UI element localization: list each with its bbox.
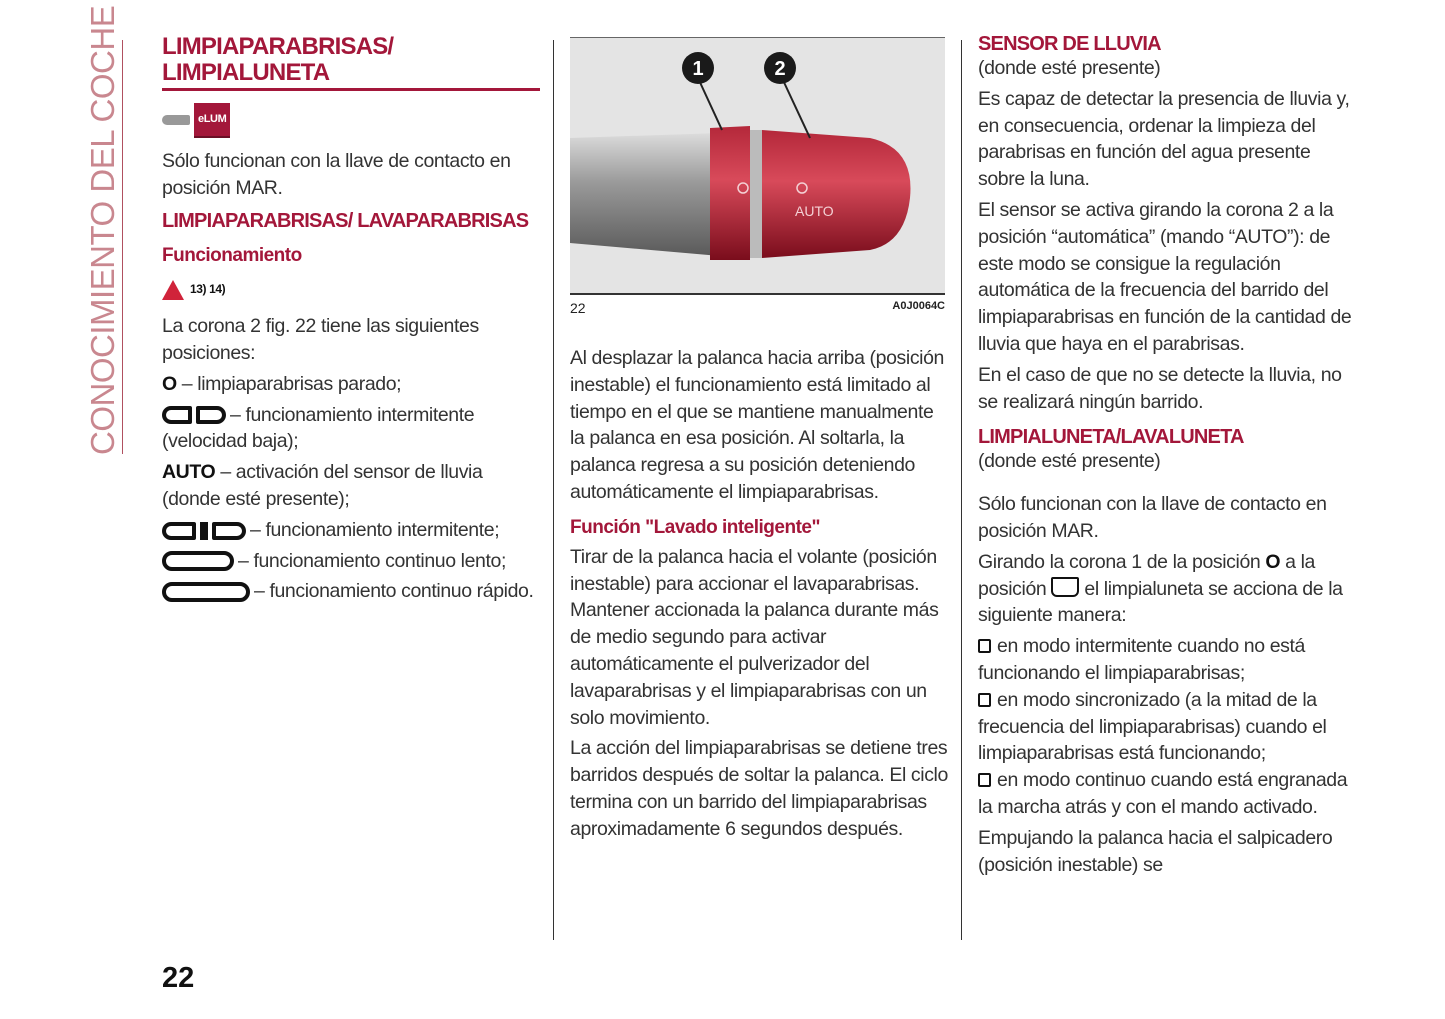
position-fast xyxy=(162,578,540,605)
warning-icon xyxy=(162,280,184,300)
position-intermittent-low xyxy=(162,402,540,456)
column-divider xyxy=(553,40,554,940)
callout-1-label: 1 xyxy=(692,58,704,80)
bullet-icon xyxy=(978,693,991,707)
list-item-text: en modo continuo cuando está engranada la marcha atrás y con el mando activado. xyxy=(978,769,1348,818)
position-key: O xyxy=(1265,550,1281,573)
paragraph: El sensor se activa girando la corona 2 a la posición “automática” (mando “AUTO”): de este modo se consigue la regulación automática de la frecuencia del barrido del limpiaparabrisas en función de la cantidad de lluvia que haya en el parabrisas. xyxy=(978,198,1352,355)
wiper-stalk-figure xyxy=(570,37,945,295)
section-title: LIMPIAPARABRISAS/ LIMPIALUNETA xyxy=(162,34,540,91)
position-desc: – funcionamiento intermitente; xyxy=(250,518,500,541)
list-item-text: en modo sincronizado (a la mitad de la frecuencia del limpiaparabrisas) cuando el limpiaparabrisas está funcionando; xyxy=(978,688,1327,765)
positions-intro: La corona 2 fig. 22 tiene las siguientes posiciones: xyxy=(162,315,479,364)
position-desc: – activación del sensor de lluvia (donde esté presente); xyxy=(162,461,483,510)
position-key: AUTO xyxy=(162,461,216,484)
position-key: O xyxy=(162,372,177,395)
smart-wash-heading: Función "Lavado inteligente" xyxy=(570,516,820,538)
paragraph: Tirar de la palanca hacia el volante (posición inestable) para accionar el lavaparabrisas. Mantener accionada la palanca durante más de medio segundo para activar automáticamente el pulverizador del lavaparabrisas y el limpiaparabrisas con un solo movimiento. xyxy=(570,545,939,729)
figure-number: 22 xyxy=(570,300,586,316)
column-divider xyxy=(961,40,962,940)
list-item xyxy=(978,687,1358,767)
rear-wiper-icon xyxy=(1051,577,1079,597)
elum-indicator xyxy=(162,103,540,138)
warning-refs: 13) 14) xyxy=(190,282,226,297)
warning-note xyxy=(162,276,540,303)
chapter-divider xyxy=(122,40,123,454)
subsection-title: LIMPIAPARABRISAS/ LAVAPARABRISAS xyxy=(162,210,529,233)
position-slow xyxy=(162,548,540,575)
wiper-stalk-illustration xyxy=(570,38,945,293)
figure-code: A0J0064C xyxy=(892,300,945,312)
rear-wiper-title: LIMPIALUNETA/LAVALUNETA xyxy=(978,426,1244,449)
chapter-title: CONOCIMIENTO DEL COCHE xyxy=(84,5,121,455)
paragraph: Es capaz de detectar la presencia de lluvia y, en consecuencia, ordenar la limpieza del parabrisas en función del agua presente sobre la luna. xyxy=(978,87,1350,191)
intro-text: Sólo funcionan con la llave de contacto en posición MAR. xyxy=(162,149,511,199)
pointing-hand-icon xyxy=(162,115,190,125)
intermittent-icon xyxy=(162,522,246,540)
text: el limpialuneta se acciona de la siguiente manera: xyxy=(978,577,1343,627)
list-item-text: en modo intermitente cuando no está funcionando el limpiaparabrisas; xyxy=(978,635,1305,684)
position-desc: – limpiaparabrisas parado; xyxy=(176,372,402,395)
column-3 xyxy=(978,34,1358,882)
bullet-icon xyxy=(978,639,991,653)
position-desc: – funcionamiento intermitente (velocidad baja); xyxy=(162,403,475,453)
list-item xyxy=(978,767,1358,821)
note: (donde esté presente) xyxy=(978,57,1161,79)
paragraph: Al desplazar la palanca hacia arriba (posición inestable) el funcionamiento está limitado al tiempo en el que se mantiene manualmente la palanca en esa posición. Al soltarla, la palanca regresa a su posición deteniendo automáticamente el limpiaparabrisas. xyxy=(570,347,944,503)
column-1 xyxy=(162,34,540,609)
position-desc: – funcionamiento continuo rápido. xyxy=(254,580,534,603)
figure-caption xyxy=(570,300,945,316)
continuous-slow-icon xyxy=(162,551,234,571)
paragraph: En el caso de que no se detecte la lluvia, no se realizará ningún barrido. xyxy=(978,363,1342,413)
position-off xyxy=(162,371,540,398)
position-intermittent xyxy=(162,517,540,544)
operation-heading: Funcionamiento xyxy=(162,245,302,267)
elum-badge: eLUM xyxy=(194,103,230,138)
paragraph: Empujando la palanca hacia el salpicadero (posición inestable) se xyxy=(978,826,1333,876)
rain-sensor-title: SENSOR DE LLUVIA xyxy=(978,33,1161,55)
position-auto xyxy=(162,459,540,513)
position-desc: – funcionamiento continuo lento; xyxy=(238,549,506,572)
bullet-icon xyxy=(978,773,991,787)
column-2 xyxy=(570,345,948,847)
paragraph: Sólo funcionan con la llave de contacto en posición MAR. xyxy=(978,493,1327,542)
page-number: 22 xyxy=(162,962,195,994)
paragraph xyxy=(978,549,1358,629)
continuous-fast-icon xyxy=(162,582,250,602)
auto-label: AUTO xyxy=(795,203,834,219)
list-item xyxy=(978,633,1358,687)
paragraph: La acción del limpiaparabrisas se detiene tres barridos después de soltar la palanca. El ciclo termina con un barrido del limpiaparabrisas aproximadamente 6 segundos después. xyxy=(570,737,948,840)
note: (donde esté presente) xyxy=(978,450,1161,473)
text: a la posición xyxy=(978,550,1315,600)
text: Girando la corona 1 de la posición xyxy=(978,550,1266,573)
callout-2-label: 2 xyxy=(774,58,786,80)
intermittent-low-icon xyxy=(162,406,226,424)
